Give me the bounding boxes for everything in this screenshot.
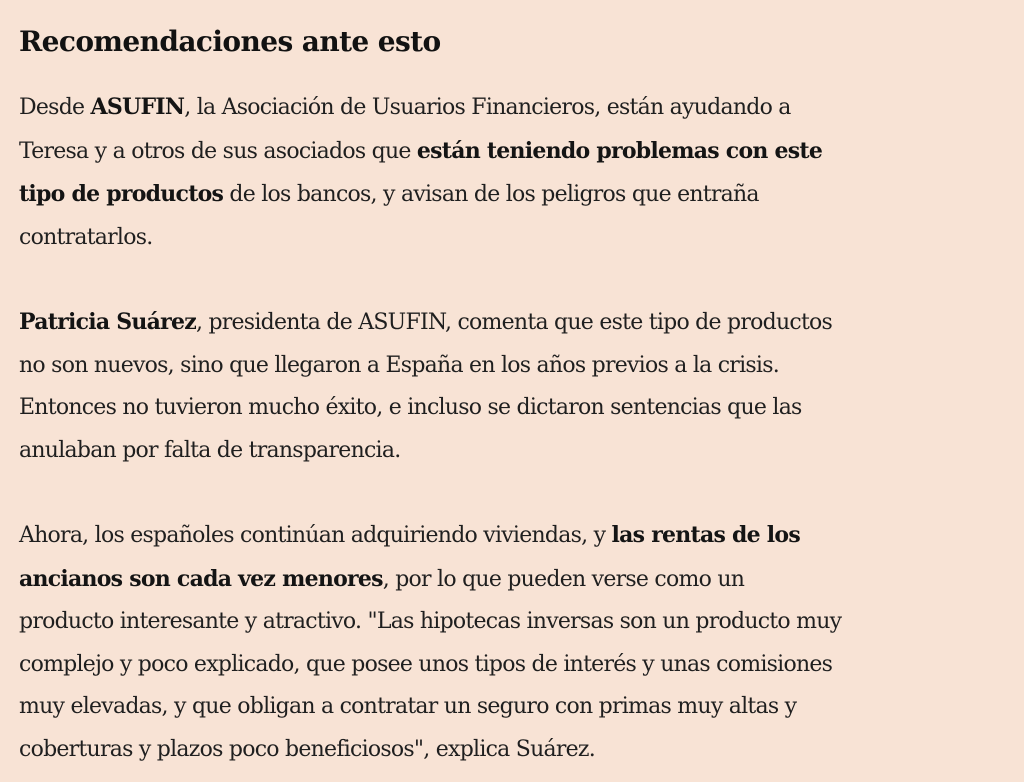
paragraph-asufin-intro [19, 86, 1004, 259]
text-segment: producto interesante y atractivo. "Las hipotecas inversas son un producto muy [19, 609, 842, 634]
paragraph-hipotecas-inversas [19, 514, 1004, 771]
paragraph-line [19, 86, 1004, 130]
paragraph-line [19, 345, 1004, 388]
bold-text: Patricia Suárez [19, 309, 196, 335]
paragraph-line [19, 130, 1004, 174]
bold-text: ancianos son cada vez menores [19, 565, 383, 592]
bold-text: tipo de productos [19, 181, 224, 207]
bold-text: ASUFIN [90, 94, 185, 120]
text-segment: , presidenta de ASUFIN, comenta que este tipo de productos [195, 310, 833, 335]
paragraph-line [19, 173, 1004, 217]
text-segment: no son nuevos, sino que llegaron a España en los años previos a la crisis. [19, 352, 779, 378]
text-segment: complejo y poco explicado, que posee unos tipos de interés y unas comisiones [19, 651, 833, 677]
section-heading: Recomendaciones ante esto [19, 25, 441, 58]
text-segment: coberturas y plazos poco beneficiosos", explica Suárez. [19, 736, 596, 762]
text-segment: Desde [19, 95, 91, 120]
paragraph-line [19, 601, 1004, 644]
text-segment: Ahora, los españoles continúan adquiriendo viviendas, y [19, 523, 612, 548]
bold-text: están teniendo problemas con este [416, 137, 823, 164]
text-segment: muy elevadas, y que obligan a contratar un seguro con primas muy altas y [19, 694, 797, 719]
text-segment: , por lo que pueden verse como un [382, 566, 745, 592]
text-segment: contratarlos. [19, 224, 153, 250]
paragraph-line [19, 644, 1004, 687]
bold-text: las rentas de los [611, 522, 800, 548]
text-segment: , la Asociación de Usuarios Financieros, están ayudando a [184, 95, 791, 120]
paragraph-line [19, 430, 1004, 473]
paragraph-line [19, 514, 1004, 558]
paragraph-line [19, 686, 1004, 729]
text-segment: de los bancos, y avisan de los peligros que entraña [223, 182, 759, 207]
text-segment: Entonces no tuvieron mucho éxito, e incluso se dictaron sentencias que las [19, 395, 802, 420]
paragraph-line [19, 387, 1004, 430]
paragraph-patricia-suarez [19, 301, 1004, 472]
text-segment: Teresa y a otros de sus asociados que [19, 138, 417, 164]
paragraph-line [19, 558, 1004, 602]
text-segment: anulaban por falta de transparencia. [19, 437, 401, 463]
paragraph-line [19, 217, 1004, 260]
paragraph-line [19, 301, 1004, 345]
paragraph-line [19, 729, 1004, 772]
